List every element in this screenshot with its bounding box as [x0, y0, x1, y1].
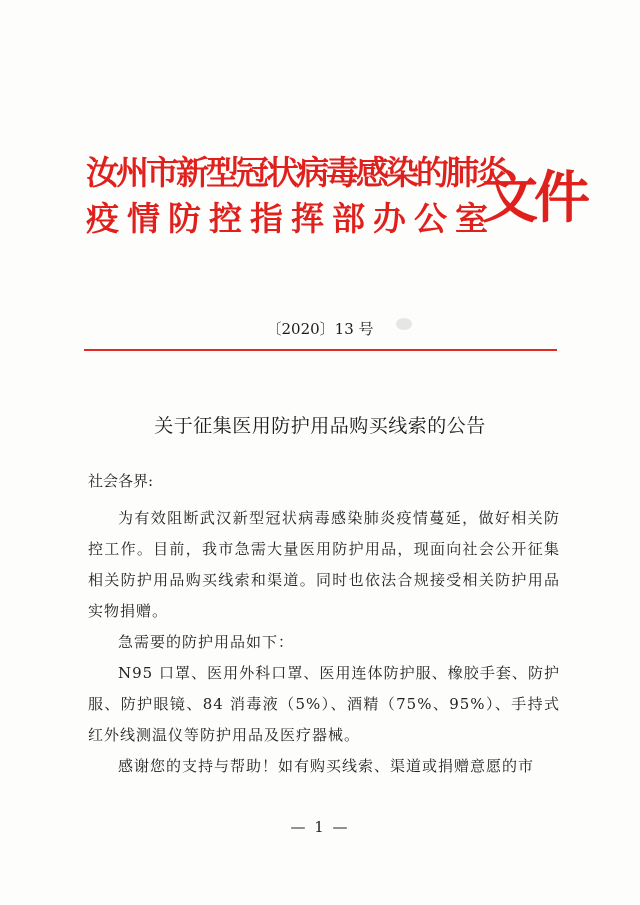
body-text	[88, 503, 560, 782]
paragraph-needed-heading: 急需要的防护用品如下：	[118, 633, 295, 651]
paragraph-supply-list: N95 口罩、医用外科口罩、医用连体防护服、橡胶手套、防护服、防护眼镜、84 消毒液（5%）、酒精（75%、95%）、手持式红外线测温仪等防护用品及医疗器械。	[88, 664, 560, 744]
header-line-2: 疫情防控指挥部办公室	[86, 199, 496, 238]
red-divider-line	[84, 349, 557, 351]
page-number: — 1 —	[290, 818, 350, 836]
header-line-1: 汝州市新型冠状病毒感染的肺炎	[86, 153, 506, 192]
document-title: 关于征集医用防护用品购买线索的公告	[154, 415, 486, 437]
document-number: 〔2020〕13 号	[266, 320, 374, 338]
scan-smudge	[396, 318, 412, 330]
header-document-suffix: 文件	[482, 165, 586, 231]
salutation: 社会各界:	[88, 472, 154, 490]
issuing-office-header	[86, 150, 506, 242]
paragraph-thanks: 感谢您的支持与帮助！如有购买线索、渠道或捐赠意愿的市	[118, 757, 535, 775]
paragraph-intro: 为有效阻断武汉新型冠状病毒感染肺炎疫情蔓延，做好相关防控工作。目前，我市急需大量医用防护用品，现面向社会公开征集相关防护用品购买线索和渠道。同时也依法合规接受相关防护用品实物捐赠。	[88, 509, 560, 620]
